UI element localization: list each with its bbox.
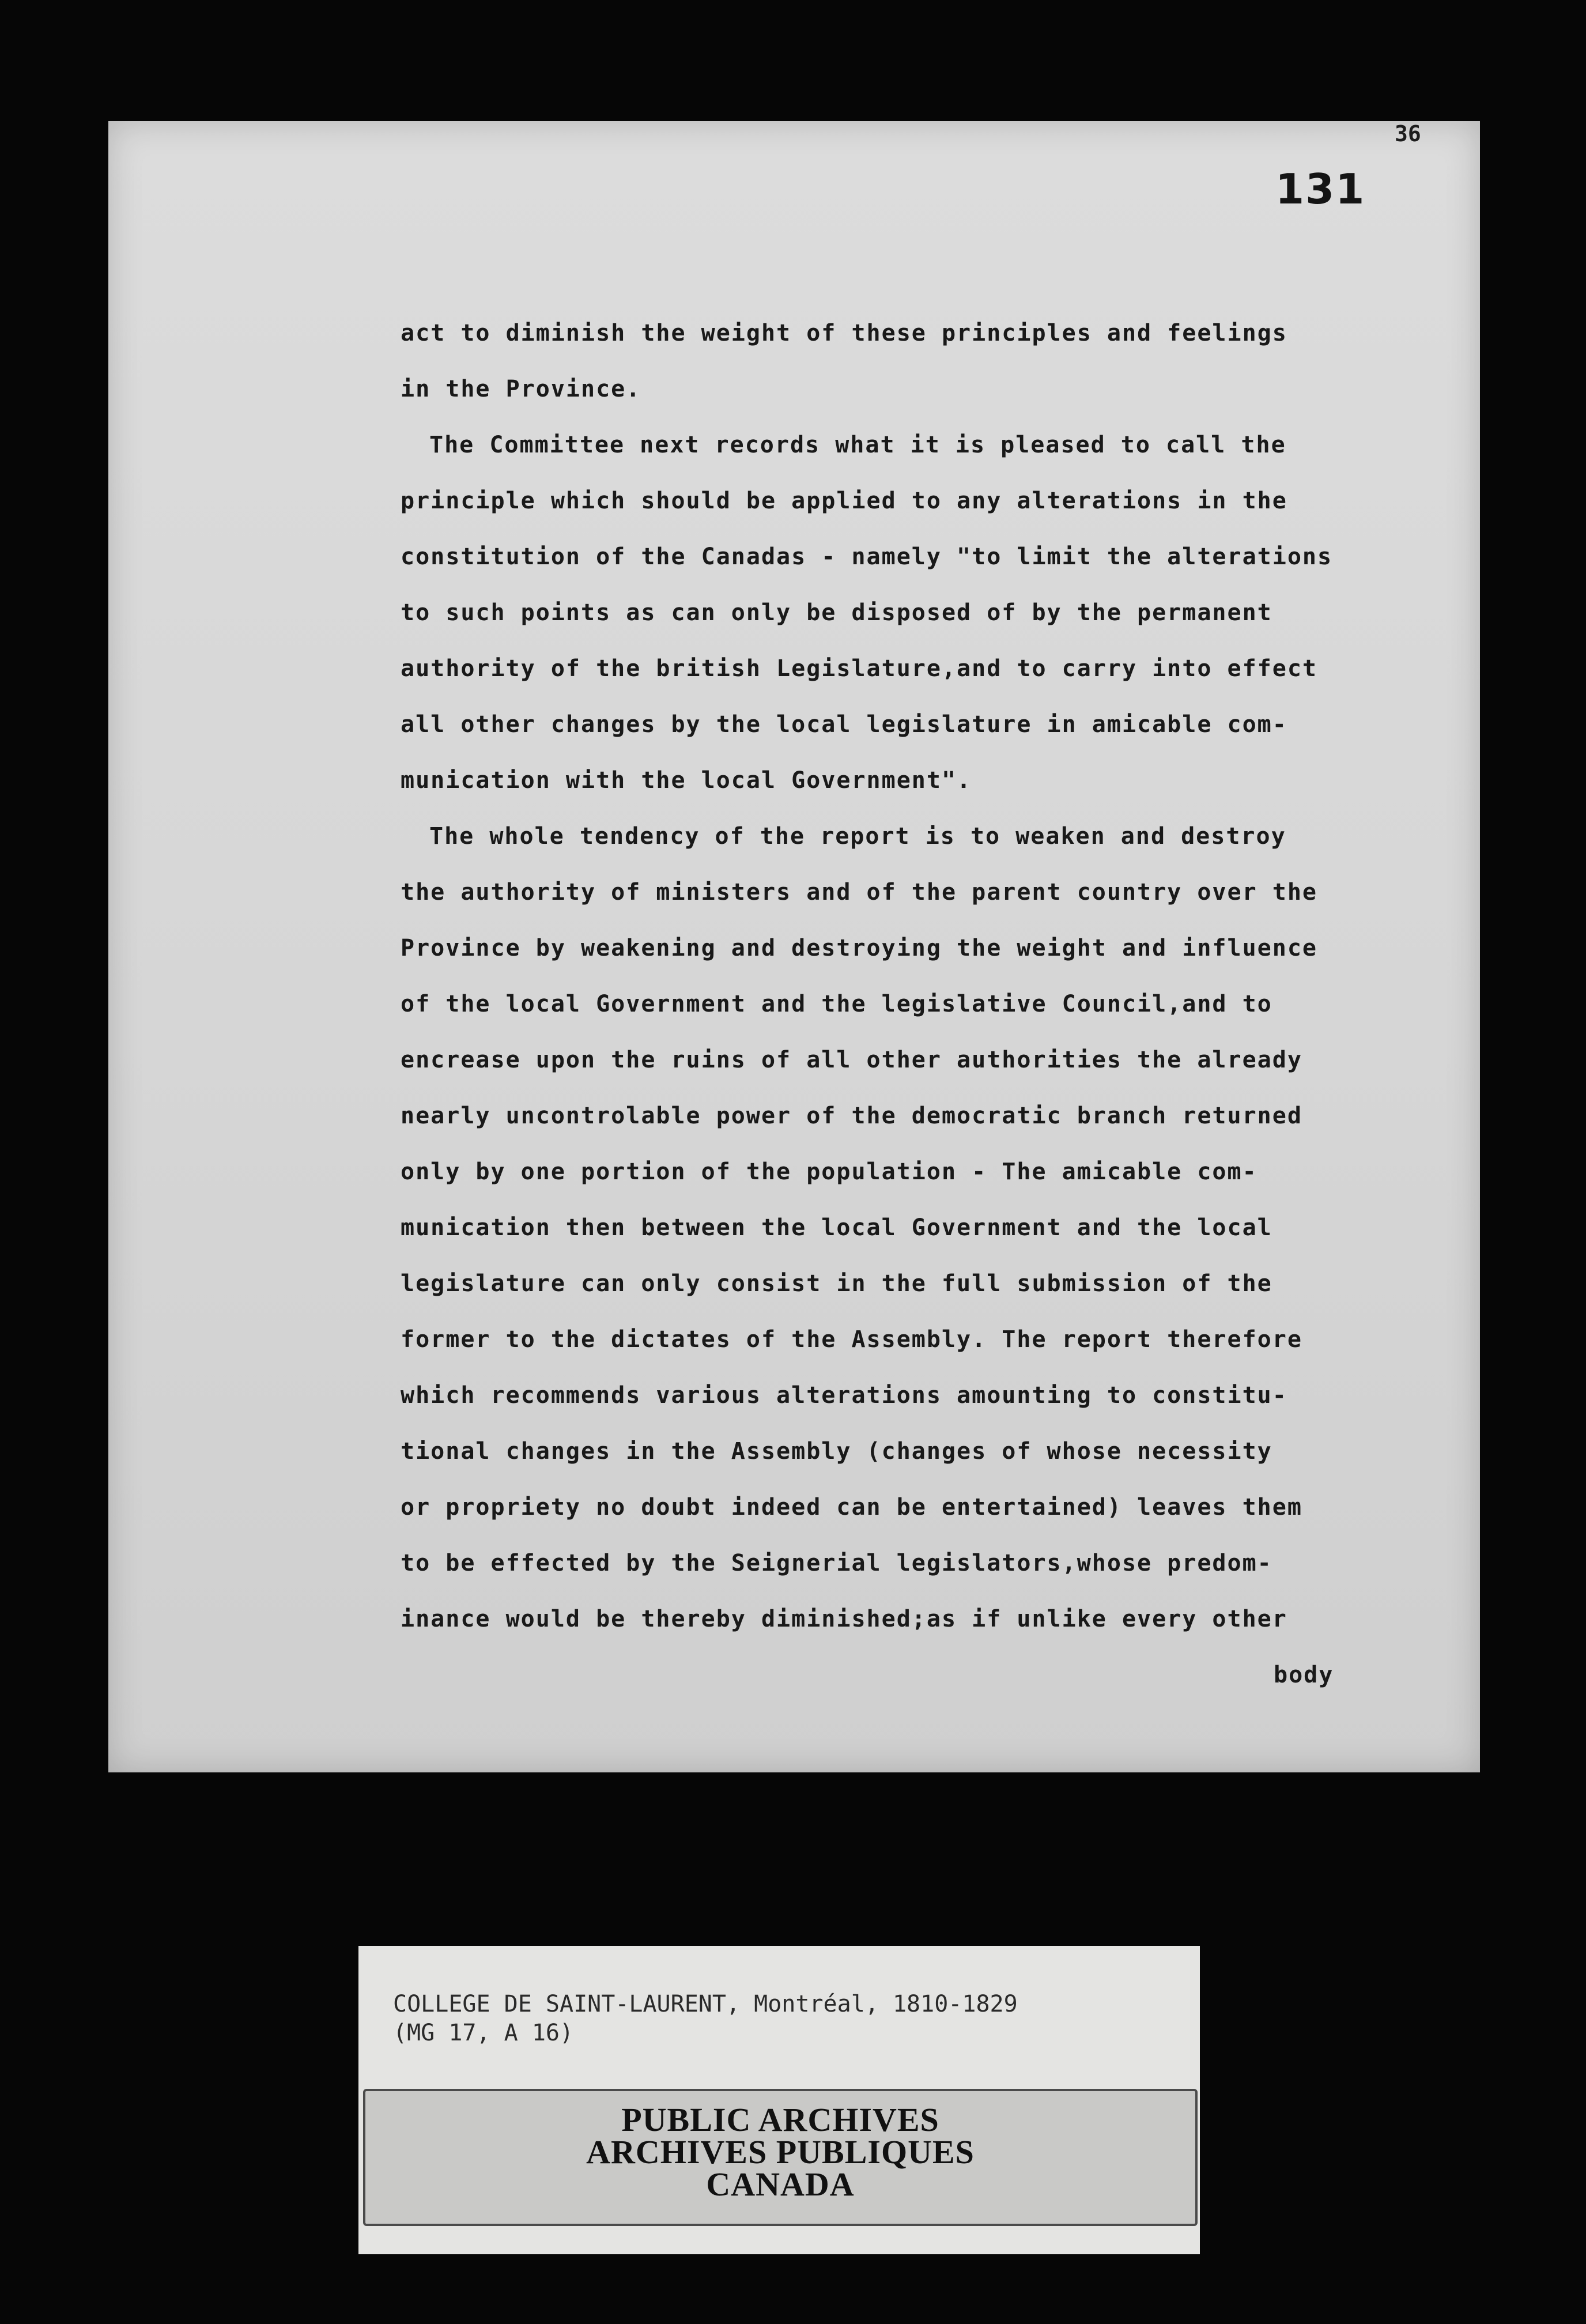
text-line: or propriety no doubt indeed can be entertained) leaves them [401,1494,1302,1521]
text-line: tional changes in the Assembly (changes of whose necessity [401,1438,1272,1465]
text-line: to such points as can only be disposed of by the permanent [401,599,1272,626]
text-line: encrease upon the ruins of all other authorities the already [401,1047,1302,1073]
folio-number: 131 [1275,165,1366,213]
text-line: The Committee next records what it is pleased to call the [429,432,1286,458]
text-line: authority of the british Legislature,and to carry into effect [401,655,1318,682]
text-line: act to diminish the weight of these principles and feelings [401,320,1287,346]
text-line: the authority of ministers and of the parent country over the [401,879,1318,906]
stamp-line-english: PUBLIC ARCHIVES [621,2101,939,2138]
text-line: former to the dictates of the Assembly. The report therefore [401,1326,1302,1353]
text-line: of the local Government and the legislative Council,and to [401,991,1272,1017]
text-line: munication with the local Government". [401,767,972,794]
archives-stamp [363,2089,1198,2226]
typed-text-block [401,305,1478,1647]
text-line: to be effected by the Seignerial legislators,whose predom- [401,1550,1272,1576]
text-line: nearly uncontrolable power of the democratic branch returned [401,1103,1302,1129]
text-line: which recommends various alterations amounting to constitu- [401,1382,1287,1409]
stamp-line-french: ARCHIVES PUBLIQUES [586,2133,975,2171]
text-line: constitution of the Canadas - namely "to limit the alterations [401,544,1333,570]
text-line: The whole tendency of the report is to weaken and destroy [429,823,1286,850]
text-line: all other changes by the local legislature in amicable com- [401,711,1287,738]
text-line: legislature can only consist in the full submission of the [401,1270,1272,1297]
page-corner-number: 36 [1395,121,1421,146]
text-line: principle which should be applied to any alterations in the [401,488,1287,514]
collection-reference: (MG 17, A 16) [393,2020,574,2046]
stamp-line-country: CANADA [706,2165,855,2203]
archive-label-card [358,1946,1200,2254]
text-line: munication then between the local Government and the local [401,1214,1272,1241]
text-line: inance would be thereby diminished;as if unlike every other [401,1606,1287,1632]
text-line: only by one portion of the population - The amicable com- [401,1159,1258,1185]
text-line: in the Province. [401,376,641,402]
text-line: Province by weakening and destroying the weight and influence [401,935,1318,961]
collection-title: COLLEGE DE SAINT-LAURENT, Montréal, 1810-1829 [393,1991,1018,2017]
catchword: body [1274,1662,1334,1688]
